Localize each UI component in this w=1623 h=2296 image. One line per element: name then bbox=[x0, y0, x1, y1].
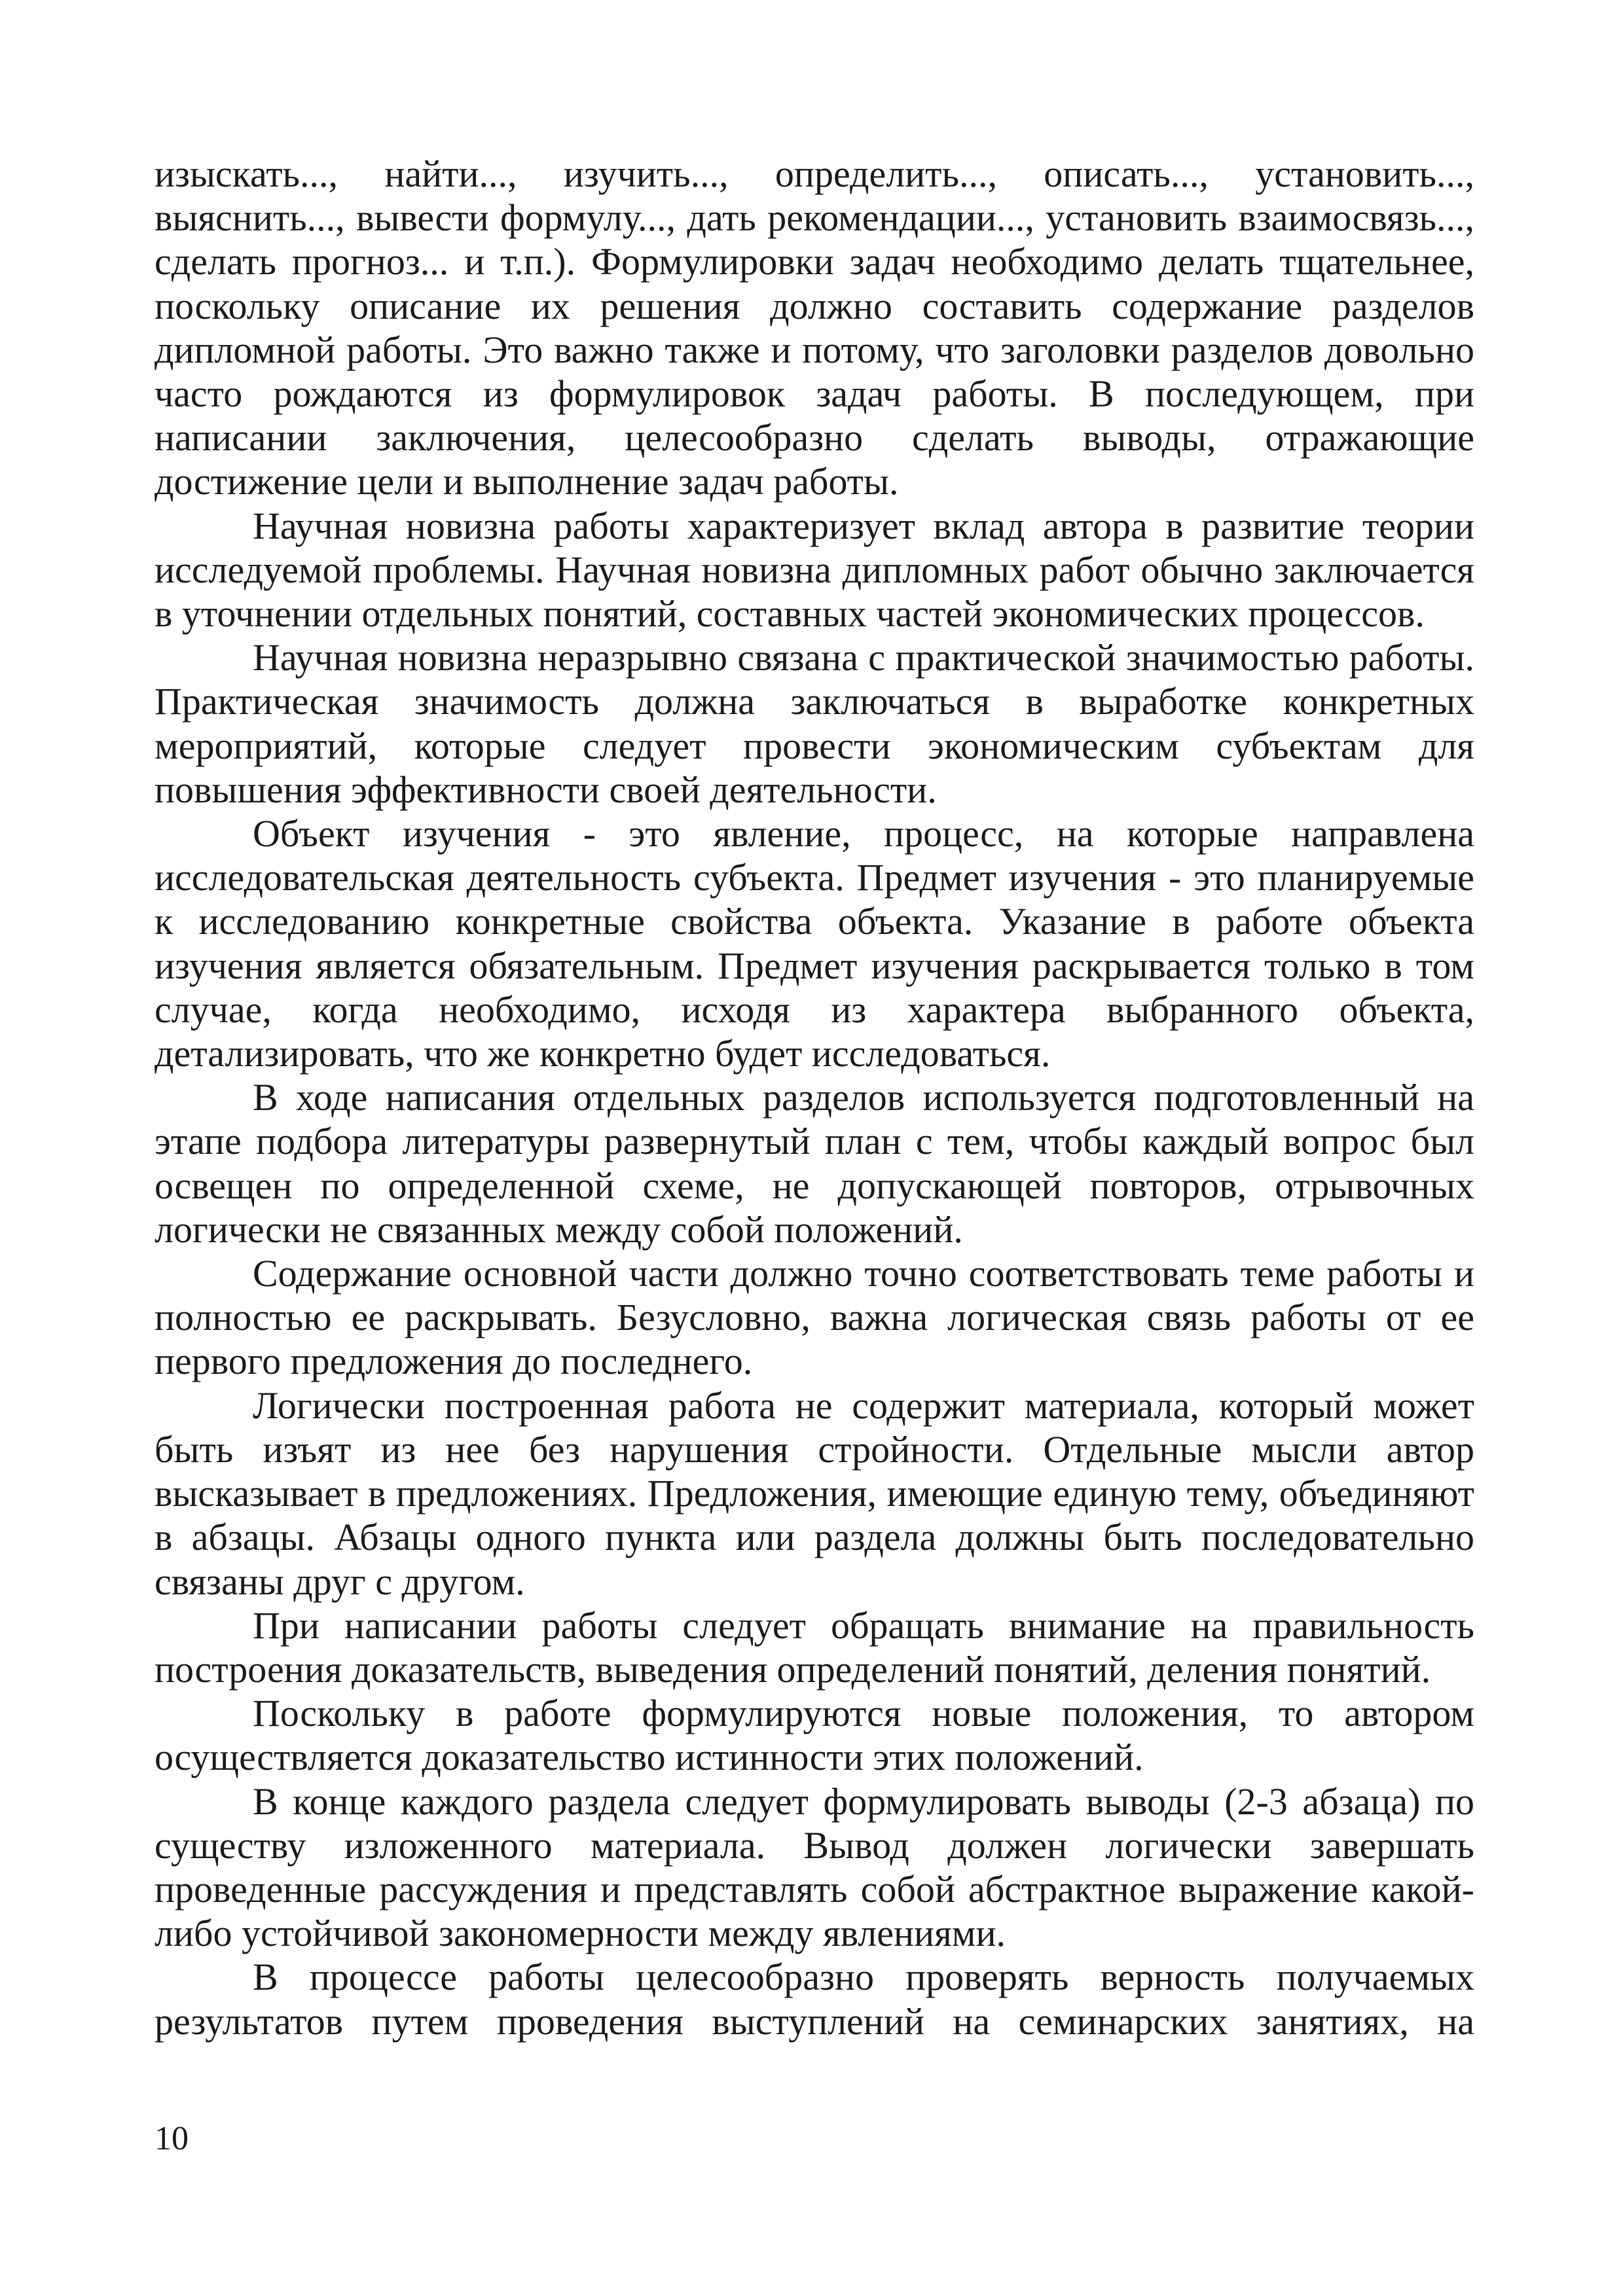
paragraph: Научная новизна работы характеризует вклад автора в развитие теории исследуемой проблемы. Научная новизна дипломных работ обычно заключается в уточнении отдельных понятий, составных частей экономических процессов. bbox=[155, 504, 1474, 636]
paragraph: Научная новизна неразрывно связана с практической значимостью работы. Практическая значимость должна заключаться в выработке конкретных мероприятий, которые следует провести экономическим субъектам для повышения эффективности своей деятельности. bbox=[155, 636, 1474, 811]
paragraph: Логически построенная работа не содержит материала, который может быть изъят из нее без нарушения стройности. Отдельные мысли автор высказывает в предложениях. Предложения, имеющие единую тему, объединяют в абзацы. Абзацы одного пункта или раздела должны быть последовательно связаны друг с другом. bbox=[155, 1384, 1474, 1603]
paragraph: В ходе написания отдельных разделов используется подготовленный на этапе подбора литературы развернутый план с тем, чтобы каждый вопрос был освещен по определенной схеме, не допускающей повторов, отрывочных логически не связанных между собой положений. bbox=[155, 1076, 1474, 1251]
paragraph: Объект изучения - это явление, процесс, на которые направлена исследовательская деятельность субъекта. Предмет изучения - это планируемые к исследованию конкретные свойства объекта. Указание в работе объекта изучения является обязательным. Предмет изучения раскрывается только в том случае, когда необходимо, исходя из характера выбранного объекта, детализировать, что же конкретно будет исследоваться. bbox=[155, 812, 1474, 1075]
paragraph: Поскольку в работе формулируются новые положения, то автором осуществляется доказательство истинности этих положений. bbox=[155, 1692, 1474, 1779]
paragraph: В конце каждого раздела следует формулировать выводы (2-3 абзаца) по существу изложенного материала. Вывод должен логически завершать проведенные рассуждения и представлять собой абстрактное выражение какой-либо устойчивой закономерности между явлениями. bbox=[155, 1780, 1474, 1955]
paragraph: В процессе работы целесообразно проверять верность получаемых результатов путем проведения выступлений на семинарских занятиях, на bbox=[155, 1956, 1474, 2043]
paragraph: Содержание основной части должно точно соответствовать теме работы и полностью ее раскрывать. Безусловно, важна логическая связь работы от ее первого предложения до последнего. bbox=[155, 1252, 1474, 1383]
paragraph: При написании работы следует обращать внимание на правильность построения доказательств, выведения определений понятий, деления понятий. bbox=[155, 1604, 1474, 1691]
page-number: 10 bbox=[155, 2120, 189, 2157]
document-body bbox=[155, 152, 1474, 2043]
paragraph: изыскать..., найти..., изучить..., определить..., описать..., установить..., выяснить..., вывести формулу..., дать рекомендации..., установить взаимосвязь..., сделать прогноз... и т.п.). Формулировки задач необходимо делать тщательнее, поскольку описание их решения должно составить содержание разделов дипломной работы. Это важно также и потому, что заголовки разделов довольно часто рождаются из формулировок задач работы. В последующем, при написании заключения, целесообразно сделать выводы, отражающие достижение цели и выполнение задач работы. bbox=[155, 152, 1474, 503]
